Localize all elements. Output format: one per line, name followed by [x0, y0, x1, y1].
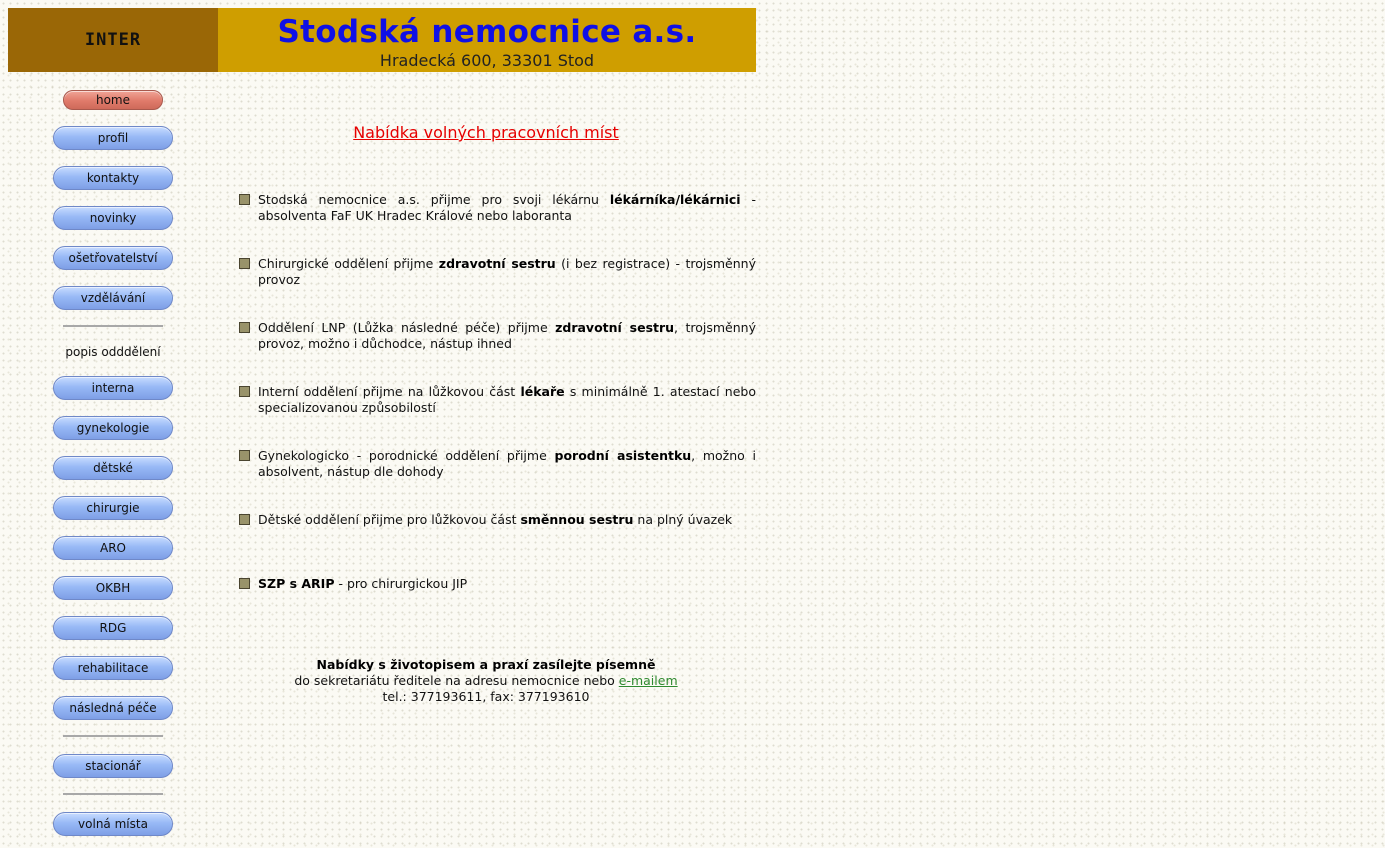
square-bullet-icon — [239, 450, 250, 461]
contact-line-1: Nabídky s životopisem a praxí zasílejte písemně — [316, 657, 656, 672]
inter-logo: INTER — [8, 8, 218, 72]
nav-button-osetrovatelstvi[interactable]: ošetřovatelství — [53, 246, 173, 270]
job-text: Gynekologicko - porodnické oddělení přijme porodní asistentku, možno i absolvent, nástup dle dohody — [258, 448, 756, 479]
contact-line-3: tel.: 377193611, fax: 377193610 — [382, 689, 590, 704]
nav-button-rdg[interactable]: RDG — [53, 616, 173, 640]
nav-button-gynekologie[interactable]: gynekologie — [53, 416, 173, 440]
nav-button-nasledna-pece[interactable]: následná péče — [53, 696, 173, 720]
nav-button-okbh[interactable]: OKBH — [53, 576, 173, 600]
job-text: SZP s ARIP - pro chirurgickou JIP — [258, 576, 468, 591]
nav-button-novinky[interactable]: novinky — [53, 206, 173, 230]
nav-button-home[interactable]: home — [63, 90, 163, 110]
nav-button-volna-mista[interactable]: volná místa — [53, 812, 173, 836]
square-bullet-icon — [239, 578, 250, 589]
nav-button-aro[interactable]: ARO — [53, 536, 173, 560]
job-item — [239, 320, 756, 352]
square-bullet-icon — [239, 514, 250, 525]
job-text: Dětské oddělení přijme pro lůžkovou část směnnou sestru na plný úvazek — [258, 512, 733, 527]
nav-button-profil[interactable]: profil — [53, 126, 173, 150]
job-item — [239, 448, 756, 480]
page-header — [8, 8, 756, 72]
email-link[interactable]: e-mailem — [618, 673, 678, 688]
nav-button-interna[interactable]: interna — [53, 376, 173, 400]
job-item — [239, 384, 756, 416]
jobs-heading: Nabídka volných pracovních míst — [353, 123, 619, 142]
job-text: Interní oddělení přijme na lůžkovou část lékaře s minimálně 1. atestací nebo specializovanou způsobilostí — [258, 384, 757, 415]
nav-button-stacionar[interactable]: stacionář — [53, 754, 173, 778]
nav-button-detske[interactable]: dětské — [53, 456, 173, 480]
nav-button-rehabilitace[interactable]: rehabilitace — [53, 656, 173, 680]
nav-button-kontakty[interactable]: kontakty — [53, 166, 173, 190]
job-item — [239, 192, 756, 224]
contact-info — [270, 657, 702, 705]
job-text: Oddělení LNP (Lůžka následné péče) přijme zdravotní sestru, trojsměnný provoz, možno i důchodce, nástup ihned — [258, 320, 756, 351]
nav-button-vzdelavani[interactable]: vzdělávání — [53, 286, 173, 310]
job-text: Stodská nemocnice a.s. přijme pro svoji lékárnu lékárníka/lékárnici - absolventa FaF UK Hradec Králové nebo laboranta — [258, 192, 757, 223]
hospital-address: Hradecká 600, 33301 Stod — [379, 51, 595, 70]
sidebar-divider — [63, 793, 163, 795]
job-item — [239, 512, 756, 528]
header-title-block — [218, 8, 756, 72]
sidebar-divider — [63, 735, 163, 737]
nav-button-chirurgie[interactable]: chirurgie — [53, 496, 173, 520]
job-item — [239, 576, 756, 592]
square-bullet-icon — [239, 258, 250, 269]
square-bullet-icon — [239, 194, 250, 205]
contact-line-2: do sekretariátu ředitele na adresu nemocnice nebo e-mailem — [294, 673, 678, 688]
departments-label: popis odddělení — [65, 345, 161, 359]
job-item — [239, 256, 756, 288]
sidebar-divider — [63, 325, 163, 327]
page-title: Stodská nemocnice a.s. — [277, 14, 697, 50]
square-bullet-icon — [239, 386, 250, 397]
job-text: Chirurgické oddělení přijme zdravotní sestru (i bez registrace) - trojsměnný provoz — [258, 256, 756, 287]
square-bullet-icon — [239, 322, 250, 333]
